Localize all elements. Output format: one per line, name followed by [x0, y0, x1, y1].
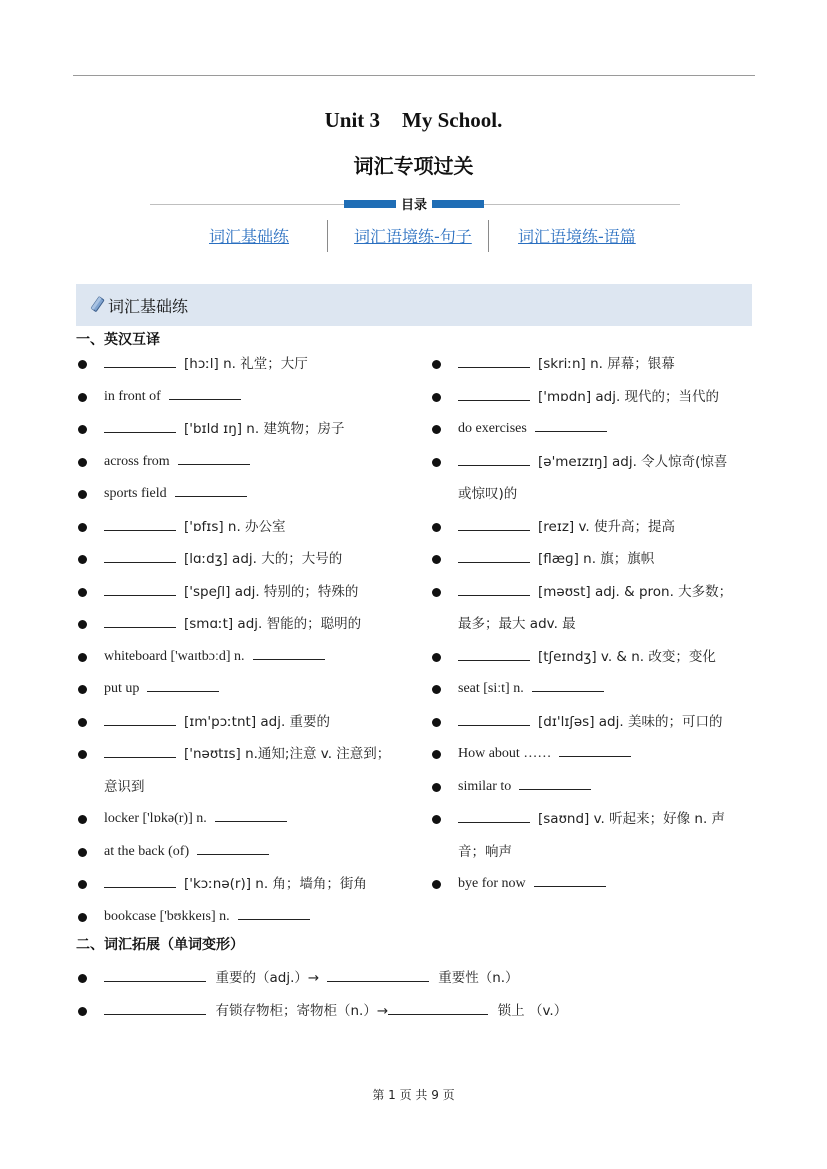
item-word: at the back (of) [104, 843, 190, 859]
list-item [458, 706, 722, 740]
item-word: How about …… [458, 746, 552, 761]
list-item [104, 511, 286, 545]
list-item [458, 543, 654, 577]
item-gloss: ['ɒfɪs] n. 办公室 [184, 518, 286, 535]
answer-blank[interactable] [458, 355, 530, 368]
list-item [458, 771, 591, 804]
list-item [104, 673, 219, 706]
bullet-icon [78, 393, 87, 402]
bullet-icon [78, 360, 87, 369]
page-footer: 第 1 页 共 9 页 [372, 1088, 455, 1102]
item-gloss-continued: 音；响声 [458, 843, 512, 860]
answer-blank[interactable] [458, 810, 530, 823]
item-word: do exercises [458, 421, 527, 436]
answer-blank[interactable] [458, 713, 530, 726]
list-item [104, 641, 325, 674]
toc-link-passage[interactable]: 词汇语境练-语篇 [518, 227, 636, 246]
list-item [104, 706, 330, 740]
bullet-icon [78, 718, 87, 727]
item-word: in front of [104, 388, 161, 404]
bullet-icon [78, 555, 87, 564]
answer-blank[interactable] [458, 453, 530, 466]
answer-blank[interactable] [104, 1002, 206, 1015]
list-item [104, 995, 567, 1029]
item-word: across from [104, 453, 170, 469]
answer-blank[interactable] [458, 550, 530, 563]
item-word: bookcase ['bʊkkeɪs] n. [104, 908, 230, 924]
page-title [0, 108, 827, 133]
part2-heading: 二、词汇拓展（单词变形） [76, 937, 244, 953]
item-gloss: ['nəʊtɪs] n.通知;注意 v. 注意到； [184, 746, 391, 762]
bullet-icon [78, 815, 87, 824]
bullet-icon [78, 1007, 87, 1016]
list-item [104, 836, 269, 869]
answer-blank[interactable] [327, 969, 429, 982]
answer-blank[interactable] [253, 647, 325, 660]
bullet-icon [432, 523, 441, 532]
bullet-icon [78, 685, 87, 694]
list-item [104, 413, 344, 447]
bullet-icon [432, 653, 441, 662]
item-gloss: ['mɒdn] adj. 现代的；当代的 [538, 388, 720, 405]
answer-blank[interactable] [532, 679, 604, 692]
part1-heading: 一、英汉互译 [76, 332, 160, 348]
bullet-icon [78, 523, 87, 532]
answer-blank[interactable] [458, 518, 530, 531]
item-gloss-continued: 或惊叹)的 [458, 486, 518, 502]
bullet-icon [432, 588, 441, 597]
item-gloss: [skriːn] n. 屏幕；银幕 [538, 356, 675, 372]
item-gloss: [məʊst] adj. & pron. 大多数； [538, 583, 733, 600]
item-word: seat [siːt] n. [458, 681, 524, 696]
item-gloss: [saʊnd] v. 听起来；好像 n. 声 [538, 811, 726, 827]
answer-blank[interactable] [104, 969, 206, 982]
bullet-icon [432, 685, 441, 694]
list-item [104, 868, 367, 902]
toc-divider [327, 220, 328, 252]
item-word: whiteboard ['waɪtbɔːd] n. [104, 648, 245, 664]
answer-blank[interactable] [104, 550, 176, 563]
list-item [458, 641, 716, 675]
list-item [458, 348, 675, 382]
answer-blank[interactable] [458, 388, 530, 401]
item-gloss-continued: 最多；最大 adv. 最 [458, 616, 576, 632]
list-item [104, 738, 390, 772]
unit-number: Unit 3 [324, 108, 381, 132]
bullet-icon [78, 588, 87, 597]
item-gloss: ['speʃl] adj. 特别的；特殊的 [184, 583, 359, 600]
list-item [104, 576, 358, 610]
answer-blank[interactable] [238, 907, 310, 920]
item-gloss: [lɑːdʒ] adj. 大的；大号的 [184, 551, 343, 567]
answer-blank[interactable] [534, 874, 606, 887]
list-item [104, 608, 361, 642]
bullet-icon [78, 974, 87, 983]
answer-blank[interactable] [175, 484, 247, 497]
item-word: bye for now [458, 876, 526, 891]
bullet-icon [78, 848, 87, 857]
list-item [104, 901, 310, 934]
bullet-icon [432, 880, 441, 889]
answer-blank[interactable] [104, 420, 176, 433]
bullet-icon [432, 750, 441, 759]
toc-divider [488, 220, 489, 252]
item-gloss: [ɪm'pɔːtnt] adj. 重要的 [184, 713, 331, 730]
answer-blank[interactable] [104, 518, 176, 531]
item-gloss: [dɪ'lɪʃəs] adj. 美味的；可口的 [538, 713, 723, 730]
list-item [458, 381, 719, 415]
item-text: 锁上 （v.） [497, 1003, 568, 1019]
item-text: 重要的（adj.）→ [215, 970, 320, 986]
list-item [458, 738, 631, 771]
item-gloss: [hɔːl] n. 礼堂；大厅 [184, 356, 308, 372]
answer-blank[interactable] [178, 452, 250, 465]
item-gloss: ['bɪld ɪŋ] n. 建筑物；房子 [184, 421, 345, 437]
list-item [458, 511, 675, 545]
toc-link-basic[interactable]: 词汇基础练 [209, 227, 290, 246]
item-word: put up [104, 681, 140, 696]
list-item [458, 673, 604, 706]
answer-blank[interactable] [388, 1002, 488, 1015]
answer-blank[interactable] [215, 809, 287, 822]
bullet-icon [432, 783, 441, 792]
bullet-icon [432, 425, 441, 434]
bullet-icon [78, 653, 87, 662]
answer-blank[interactable] [458, 648, 530, 661]
list-item [458, 446, 727, 480]
list-item [104, 381, 241, 414]
answer-blank[interactable] [519, 777, 591, 790]
bullet-icon [78, 425, 87, 434]
answer-blank[interactable] [104, 713, 176, 726]
list-item [104, 348, 308, 382]
item-gloss: [tʃeɪndʒ] v. & n. 改变；变化 [538, 648, 716, 665]
bullet-icon [78, 490, 87, 499]
section-title: 词汇基础练 [108, 296, 189, 316]
list-item [458, 803, 725, 837]
header-rule [73, 75, 755, 76]
toc-link-sentence[interactable]: 词汇语境练-句子 [354, 227, 472, 246]
item-gloss: ['kɔːnə(r)] n. 角；墙角；街角 [184, 876, 367, 892]
unit-name: My School. [402, 108, 503, 132]
answer-blank[interactable] [104, 615, 176, 628]
bullet-icon [432, 360, 441, 369]
list-item [458, 868, 606, 901]
bullet-icon [78, 620, 87, 629]
page-subtitle: 词汇专项过关 [353, 154, 474, 178]
bullet-icon [78, 750, 87, 759]
list-item [104, 478, 247, 511]
section-header [76, 284, 752, 326]
bullet-icon [78, 458, 87, 467]
answer-blank[interactable] [559, 744, 631, 757]
answer-blank[interactable] [104, 875, 176, 888]
list-item [104, 446, 250, 479]
item-text: 重要性（n.） [438, 970, 519, 986]
list-item [458, 576, 732, 610]
list-item [104, 962, 519, 996]
answer-blank[interactable] [147, 679, 219, 692]
answer-blank[interactable] [104, 355, 176, 368]
item-gloss: [reɪz] v. 使升高；提高 [538, 518, 676, 535]
answer-blank[interactable] [169, 387, 241, 400]
answer-blank[interactable] [197, 842, 269, 855]
bullet-icon [432, 815, 441, 824]
item-word: locker ['lɒkə(r)] n. [104, 811, 207, 826]
toc-label: 目录 [396, 194, 432, 213]
toc-bar-left [344, 200, 400, 208]
item-word: similar to [458, 778, 512, 794]
list-item [458, 413, 607, 446]
answer-blank[interactable] [104, 583, 176, 596]
bullet-icon [432, 555, 441, 564]
answer-blank[interactable] [104, 745, 176, 758]
item-gloss-continued: 意识到 [104, 778, 145, 795]
answer-blank[interactable] [535, 419, 607, 432]
item-gloss: [smɑːt] adj. 智能的；聪明的 [184, 616, 362, 632]
bullet-icon [78, 880, 87, 889]
pencil-icon [88, 296, 106, 314]
item-gloss: [ə'meɪzɪŋ] adj. 令人惊奇(惊喜 [538, 453, 728, 470]
list-item [104, 543, 342, 577]
toc-bar-right [428, 200, 484, 208]
bullet-icon [78, 913, 87, 922]
item-gloss: [flæɡ] n. 旗；旗帜 [538, 551, 655, 567]
item-text: 有锁存物柜；寄物柜（n.）→ [215, 1003, 389, 1019]
item-word: sports field [104, 486, 167, 501]
bullet-icon [432, 458, 441, 467]
answer-blank[interactable] [458, 583, 530, 596]
bullet-icon [432, 393, 441, 402]
list-item [104, 803, 287, 836]
bullet-icon [432, 718, 441, 727]
